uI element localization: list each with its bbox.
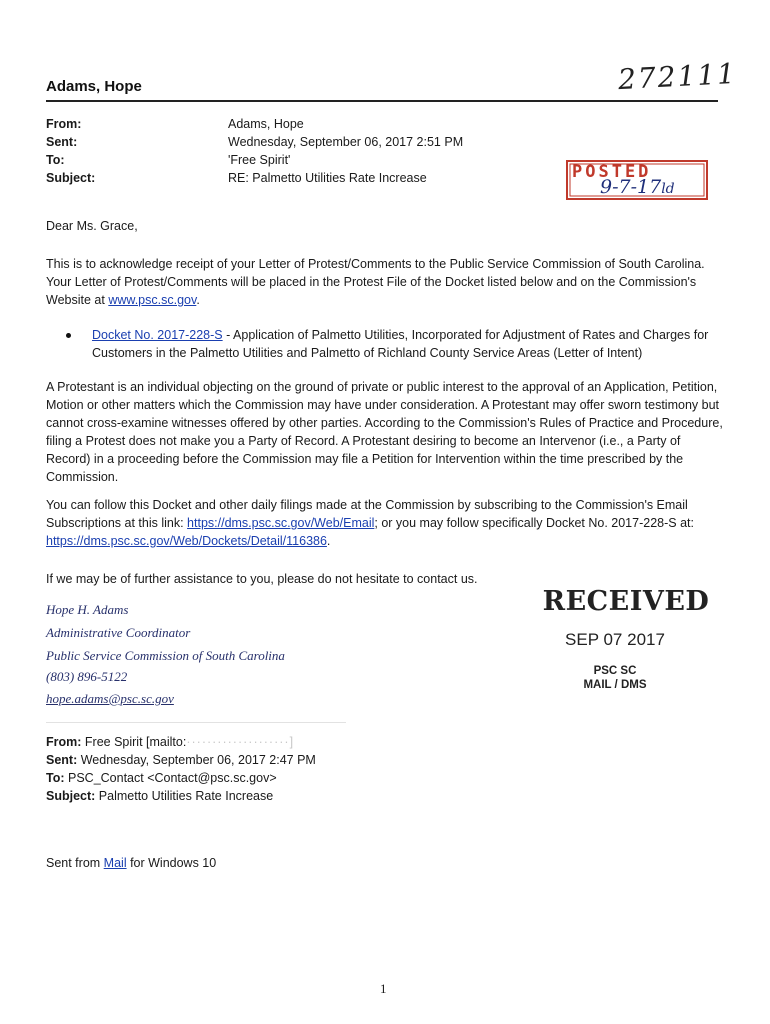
signature-email-wrap xyxy=(46,691,174,707)
fwd-from-redacted: ····················] xyxy=(186,735,295,749)
signature-phone: (803) 896-5122 xyxy=(46,669,128,684)
received-stamp-office xyxy=(526,664,704,692)
forward-separator xyxy=(46,722,346,723)
docket-bullet xyxy=(92,326,732,362)
from-label: From: xyxy=(46,117,82,131)
posted-handwritten-date: 9-7-17 xyxy=(600,176,662,198)
fwd-sent-line xyxy=(46,753,316,767)
closing-line: If we may be of further assistance to you, please do not hesitate to contact us. xyxy=(46,572,478,586)
para3-text-b: ; or you may follow specifically Docket No. 2017-228-S at: xyxy=(374,516,694,530)
received-office-line-1: PSC SC xyxy=(593,665,637,677)
sent-value: Wednesday, September 06, 2017 2:51 PM xyxy=(228,135,464,149)
mail-app-link[interactable]: Mail xyxy=(103,856,127,870)
fwd-from-line xyxy=(46,735,294,749)
subject-label: Subject: xyxy=(46,171,96,185)
received-office-line-2: MAIL / DMS xyxy=(583,679,647,691)
signature-org: Public Service Commission of South Carolina xyxy=(46,648,285,663)
handwritten-doc-number: 272111 xyxy=(617,56,738,97)
posted-stamp-word: POSTED xyxy=(572,162,652,182)
to-label: To: xyxy=(46,153,65,167)
docket-detail-link[interactable]: https://dms.psc.sc.gov/Web/Dockets/Detail/116386 xyxy=(46,534,327,548)
fwd-subject-label: Subject: xyxy=(46,789,96,803)
para1-text: This is to acknowledge receipt of your Letter of Protest/Comments to the Public Service Commission of South Carolina. Your Letter of Protest/Comments will be placed in the Protest File of the Docket listed below and on the Commission's Website at xyxy=(46,257,705,307)
fwd-from-label: From: xyxy=(46,735,82,749)
bullet-dot-icon xyxy=(66,333,71,338)
sent-from-text-b: for Windows 10 xyxy=(126,856,217,870)
received-stamp-title: RECEIVED xyxy=(542,586,710,617)
header-divider xyxy=(46,100,718,102)
email-header-name: Adams, Hope xyxy=(46,78,142,95)
fwd-to-label: To: xyxy=(46,771,65,785)
greeting: Dear Ms. Grace, xyxy=(46,219,138,233)
from-value: Adams, Hope xyxy=(228,117,304,131)
docket-link[interactable]: Docket No. 2017-228-S xyxy=(92,328,223,342)
fwd-to-value: PSC_Contact <Contact@psc.sc.gov> xyxy=(68,771,277,785)
email-subscriptions-link[interactable]: https://dms.psc.sc.gov/Web/Email xyxy=(187,516,375,530)
follow-docket-paragraph xyxy=(46,496,726,550)
para3-end: . xyxy=(326,534,331,548)
acknowledgement-paragraph xyxy=(46,255,726,309)
page-number: 1 xyxy=(380,981,387,996)
sent-from-text-a: Sent from xyxy=(46,856,104,870)
fwd-subject-line xyxy=(46,789,273,803)
para3-text-a: You can follow this Docket and other daily filings made at the Commission by subscribing to the Commission's Email Subscriptions at this link: xyxy=(46,498,688,530)
para1-end: . xyxy=(196,293,200,307)
sent-from-line xyxy=(46,856,216,870)
signature-name: Hope H. Adams xyxy=(46,602,129,617)
protestant-paragraph: A Protestant is an individual objecting on the ground of private or public interest to the approval of an Application, Petition, Motion or other matters which the Commission may have under consideration. A Protestant may offer sworn testimony but cannot cross-examine witnesses offered by other parties. According to the Commission's Rules of Practice and Procedure, filing a Protest does not make you a Party of Record. A Protestant desiring to become an Intervenor (i.e., a Party of Record) in a proceeding before the Commission may file a Petition for Intervention within the time prescribed by the Commission. xyxy=(46,380,723,484)
sent-label: Sent: xyxy=(46,135,78,149)
posted-handwritten-initials: ld xyxy=(661,181,675,197)
fwd-subject-value: Palmetto Utilities Rate Increase xyxy=(98,789,274,803)
to-value: 'Free Spirit' xyxy=(228,153,291,167)
fwd-sent-label: Sent: xyxy=(46,753,78,767)
psc-website-link[interactable]: www.psc.sc.gov xyxy=(108,293,197,307)
received-stamp xyxy=(526,586,726,706)
received-stamp-date: SEP 07 2017 xyxy=(565,630,665,649)
signature-title: Administrative Coordinator xyxy=(46,625,191,640)
signature-email-link[interactable]: hope.adams@psc.sc.gov xyxy=(46,691,174,706)
posted-stamp xyxy=(566,160,708,200)
fwd-from-value: Free Spirit [mailto: xyxy=(84,735,187,749)
subject-value: RE: Palmetto Utilities Rate Increase xyxy=(228,171,427,185)
docket-description: - Application of Palmetto Utilities, Incorporated for Adjustment of Rates and Charges for Customers in the Palmetto Utilities and Palmetto of Richland County Service Areas (Letter of Intent) xyxy=(92,328,709,360)
fwd-to-line xyxy=(46,771,277,785)
fwd-sent-value: Wednesday, September 06, 2017 2:47 PM xyxy=(80,753,316,767)
